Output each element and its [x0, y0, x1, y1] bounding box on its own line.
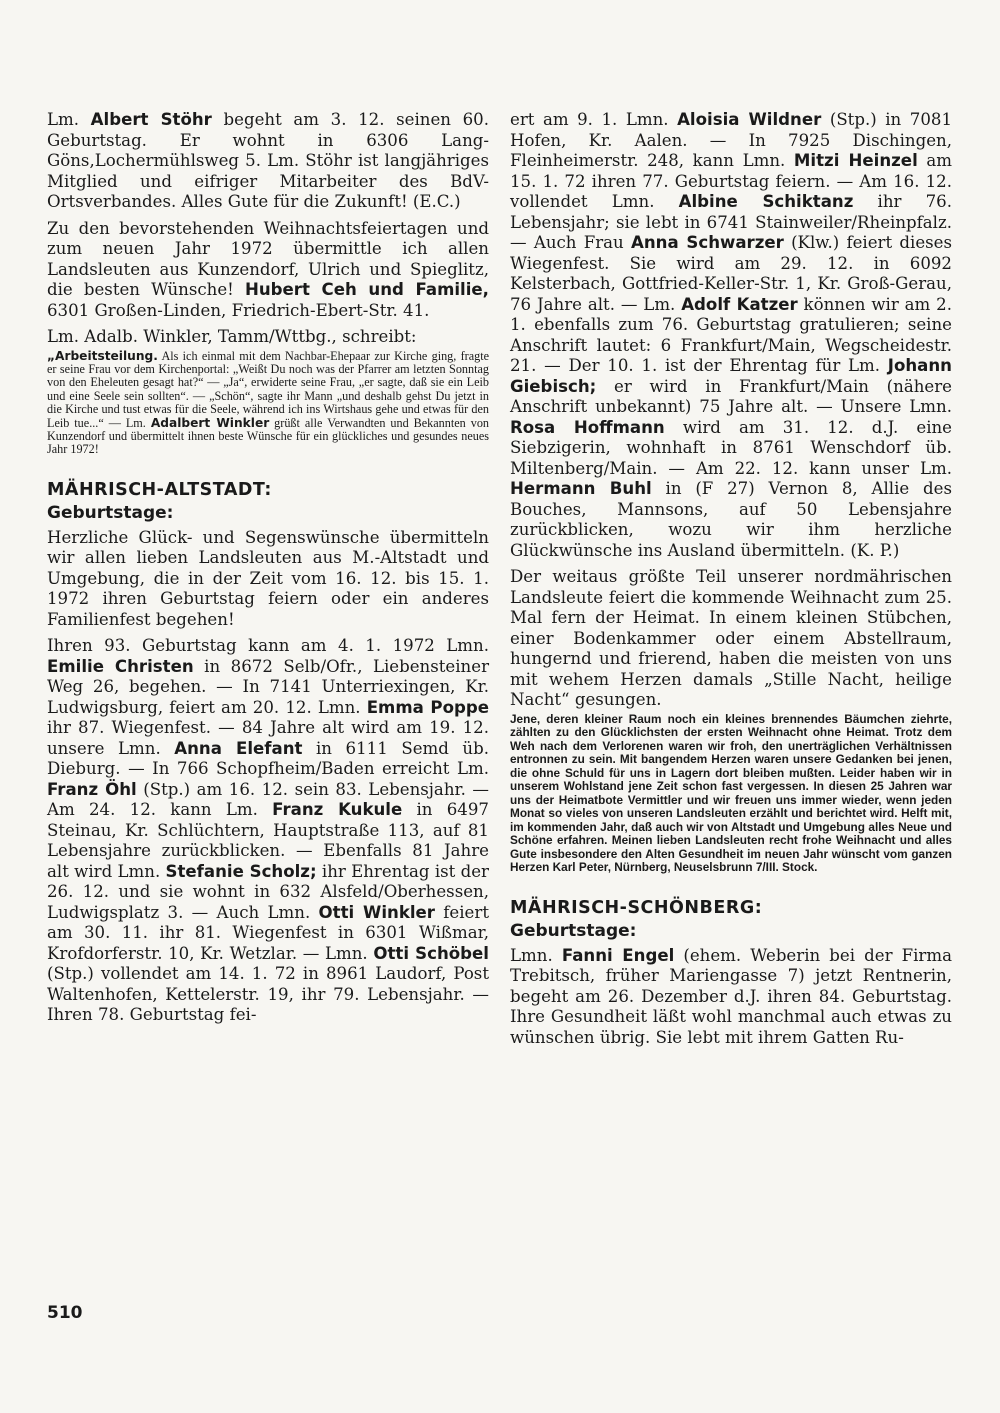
bold-name: Fanni Engel — [561, 945, 675, 965]
bold-name: Otti Winkler — [318, 902, 435, 922]
paragraph-greetings-altstadt: Herzliche Glück- und Segenswünsche übermitteln wir allen lieben Landsleuten aus M.-Altstadt und Umgebung, die in der Zeit vom 16. 12. bis 15. 1. 1972 ihren Geburtstag feiern oder ein anderes Familienfest begehen! — [47, 527, 489, 629]
paragraph-fanni-engel: Lmn. Fanni Engel (ehem. Weberin bei der Firma Trebitsch, früher Mariengasse 7) jetzt Rentnerin, begeht am 26. Dezember d.J. ihren 84. Geburtstag. Ihre Gesundheit läßt wohl manchmal auch etwas zu wünschen übrig. Sie lebt mit ihrem Gatten Ru- — [510, 945, 952, 1047]
bold-name: Franz Kukule — [272, 800, 403, 820]
bold-name: Albine Schiktanz — [678, 192, 854, 211]
section-heading-maehrisch-altstadt: MÄHRISCH-ALTSTADT: — [47, 479, 272, 500]
letter-karl-peter: Jene, deren kleiner Raum noch ein kleines brennendes Bäumchen ziehrte, zählten zu den Glücklichsten der ersten Weihnacht ohne Heimat. Trotz dem Weh nach dem Verlorenen waren wir froh, den unerträglichen Verhältnissen entronnen zu sein. Mit bangendem Herzen waren unsere Gedanken bei jenen, die ohne Schuld für uns in Lagern dort bleiben mußten. Leider haben wir in unserem Wohlstand jene Zeit schon fast vergessen. In diesen 25 Jahren war uns der Heimatbote Vermittler und wir freuen uns immer wieder, wenn jeden Monat so vieles von unseren Landsleuten erzählt und berichtet wird. Helft mit, im kommenden Jahr, daß auch wir von Altstadt und Umgebung alles Neue und Schöne erfahren. Meinen lieben Landsleuten recht frohe Weihnacht und alles Gute insbesondere den Alten Gesundheit im neuen Jahr wünscht vom ganzen Herzen Karl Peter, Nürnberg, Neuselsbrunn 7/III. Stock. — [510, 711, 952, 874]
bold-name: Johann Giebisch; — [510, 356, 952, 396]
anecdote-arbeitsteilung: „Arbeitsteilung. Als ich einmal mit dem Nachbar-Ehepaar zur Kirche ging, fragte er seine Frau vor dem Kirchenportal: „Weißt Du noch was der Pfarrer am letzten Sonntag von den Eheleuten gesagt hat?“ — „Ja“, erwiderte seine Frau, „er sagte, daß sie ein Leib und eine Seele sein sollten“. — „Schön“, sagte ihr Mann „und deshalb gehst Du jetzt in die Kirche und tust etwas für die Seele, während ich ins Wirtshaus gehe und etwas für den Leib tue...“ — Lm. Adalbert Winkler grüßt alle Verwandten und Bekannten von Kunzendorf und übermittelt ihnen beste Wünsche für ein glückliches und gesundes neues Jahr 1972! — [47, 348, 490, 457]
bold-name: Otti Schöbel — [373, 943, 489, 963]
bold-name: Franz Öhl — [47, 779, 137, 799]
bold-name: Hermann Buhl — [510, 479, 652, 498]
right-column — [510, 110, 952, 1054]
page-number: 510 — [47, 1303, 83, 1323]
bold-name: Hubert Ceh und Familie, — [244, 280, 489, 299]
bold-name: Rosa Hoffmann — [510, 417, 665, 437]
bold-name: Emma Poppe — [366, 697, 490, 717]
paragraph-christmas-greeting-ceh: Zu den bevorstehenden Weihnachtsfeiertagen und zum neuen Jahr 1972 übermittle ich allen Landsleuten aus Kunzendorf, Ulrich und Spieglitz, die besten Wünsche! Hubert Ceh und Familie, 6301 Großen-Linden, Friedrich-Ebert-Str. 41. — [47, 218, 489, 320]
section-heading-maehrisch-schoenberg: MÄHRISCH-SCHÖNBERG: — [510, 897, 763, 918]
bold-name: Aloisia Wildner — [677, 110, 822, 129]
subheading-geburtstage-2: Geburtstage: — [510, 920, 637, 941]
paragraph-birthdays-continued: ert am 9. 1. Lmn. Aloisia Wildner (Stp.) in 7081 Hofen, Kr. Aalen. — In 7925 Dischingen, Fleinheimerstr. 248, kann Lmn. Mitzi Heinzel am 15. 1. 72 ihren 77. Geburtstag feiern. — Am 16. 12. vollendet Lmn. Albine Schiktanz ihr 76. Lebensjahr; sie lebt in 6741 Stainweiler/Rheinpfalz. — Auch Frau Anna Schwarzer (Klw.) feiert dieses Wiegenfest. Sie wird am 29. 12. in 6092 Kelsterbach, Gottfried-Keller-Str. 1, Kr. Groß-Gerau, 76 Jahre alt. — Lm. Adolf Katzer können wir am 2. 1. ebenfalls zum 76. Geburtstag gratulieren; seine Anschrift lautet: 6 Frankfurt/Main, Wegscheidestr. 21. — Der 10. 1. ist der Ehrentag für Lm. Johann Giebisch; er wird in Frankfurt/Main (nähere Anschrift unbekannt) 75 Jahre alt. — Unsere Lmn. Rosa Hoffmann wird am 31. 12. d.J. eine Siebzigerin, wohnhaft in 8761 Wenschdorf üb. Miltenberg/Main. — Am 22. 12. kann unser Lm. Hermann Buhl in (F 27) Vernon 8, Allie des Bouches, Mannsons, auf 50 Lebensjahre zurückblicken, wozu wir ihm herzliche Glückwünsche ins Ausland übermitteln. (K. P.) — [510, 110, 953, 560]
paragraph-birthdays-altstadt: Ihren 93. Geburtstag kann am 4. 1. 1972 Lmn. Emilie Christen in 8672 Selb/Ofr., Liebensteiner Weg 26, begehen. — In 7141 Unterriexingen, Kr. Ludwigsburg, feiert am 20. 12. Lmn. Emma Poppe ihr 87. Wiegenfest. — 84 Jahre alt wird am 19. 12. unsere Lmn. Anna Elefant in 6111 Semd üb. Dieburg. — In 766 Schopfheim/Baden erreicht Lm. Franz Öhl (Stp.) am 16. 12. sein 83. Lebensjahr. — Am 24. 12. kann Lm. Franz Kukule in 6497 Steinau, Kr. Schlüchtern, Hauptstraße 113, auf 81 Lebensjahre zurückblicken. — Ebenfalls 81 Jahre alt wird Lmn. Stefanie Scholz; ihr Ehrentag ist der 26. 12. und sie wohnt in 632 Alsfeld/Oberhessen, Ludwigsplatz 3. — Auch Lmn. Otti Winkler feiert am 30. 11. ihr 81. Wiegenfest in 6301 Wißmar, Krofdorferstr. 10, Kr. Wetzlar. — Lmn. Otti Schöbel (Stp.) vollendet am 14. 1. 72 in 8961 Laudorf, Post Waltenhofen, Kettelerstr. 19, ihr 79. Lebensjahr. — Ihren 78. Geburtstag fei- — [47, 636, 490, 1025]
bold-name: Anna Elefant — [174, 738, 303, 758]
bold-name: Adolf Katzer — [681, 294, 798, 314]
left-column — [47, 110, 489, 1032]
bold-name: Emilie Christen — [47, 656, 194, 676]
bold-name: Anna Schwarzer — [631, 233, 784, 252]
bold-name: Adalbert Winkler — [150, 415, 270, 430]
bold-name: Stefanie Scholz; — [165, 861, 317, 881]
paragraph-winkler-intro: Lm. Adalb. Winkler, Tamm/Wttbg., schreibt: — [47, 327, 417, 346]
paragraph-albert-stoehr: Lm. Albert Stöhr begeht am 3. 12. seinen 60. Geburtstag. Er wohnt in 6306 Lang-Göns,Lochermühlsweg 5. Lm. Stöhr ist langjähriges Mitglied und eifriger Mitarbeiter des BdV-Ortsverbandes. Alles Gute für die Zukunft! (E.C.) — [47, 110, 489, 211]
bold-name: Albert Stöhr — [90, 110, 212, 129]
paragraph-christmas-reflection: Der weitaus größte Teil unserer nordmährischen Landsleute feiert die kommende Weihnacht zum 25. Mal fern der Heimat. In einem kleinen Stübchen, einer Bodenkammer oder einem Abstellraum, hungernd und frierend, haben die meisten von uns mit wehem Herzen damals „Stille Nacht, heilige Nacht“ gesungen. — [510, 567, 952, 709]
bold-name: „Arbeitsteilung. — [47, 348, 158, 363]
bold-name: Mitzi Heinzel — [793, 151, 918, 170]
subheading-geburtstage: Geburtstage: — [47, 502, 174, 523]
